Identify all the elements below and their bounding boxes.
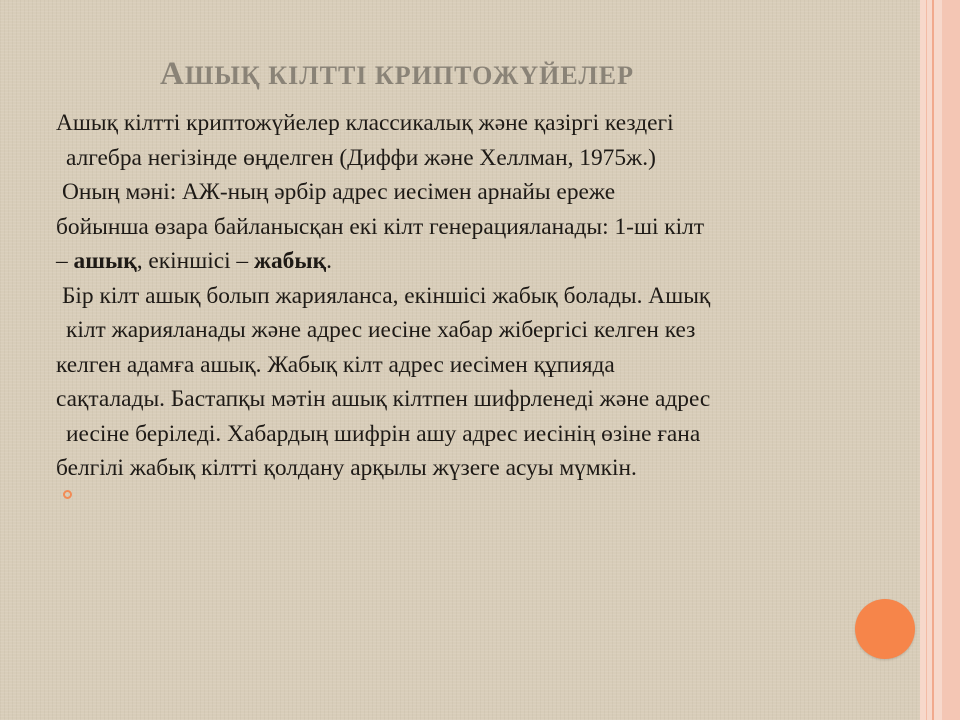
- slide-title-first-letter: А: [160, 56, 185, 92]
- right-edge-decoration: [920, 0, 960, 720]
- slide-title: [160, 56, 760, 93]
- body-line-4: бойынша өзара байланысқан екі кілт генерацияланады: 1-ші кілт: [56, 213, 705, 240]
- body-line-1: Ашық кілтті криптожүйелер классикалық және қазіргі кездегі: [56, 110, 674, 136]
- slide-title-rest: ШЫҚ КІЛТТІ КРИПТОЖҮЙЕЛЕР: [184, 61, 634, 90]
- edge-line-thin: [926, 0, 927, 720]
- body-line-8: келген адамға ашық. Жабық кілт адрес иесімен құпияда: [56, 351, 615, 378]
- orange-circle-decoration: [855, 599, 915, 659]
- body-line-5-suffix: .: [326, 248, 332, 274]
- body-line-6: Бір кілт ашық болып жарияланса, екіншісі жабық болады. Ашық: [62, 282, 711, 309]
- body-line-11: белгілі жабық кілтті қолдану арқылы жүзеге асуы мүмкін.: [56, 455, 637, 481]
- body-line-7: кілт жарияланады және адрес иесіне хабар жібергісі келген кез: [66, 317, 696, 343]
- empty-bullet-icon: [63, 490, 72, 499]
- edge-stripe: [942, 0, 960, 720]
- body-line-2: алгебра негізінде өңделген (Диффи және Хеллман, 1975ж.): [66, 144, 656, 171]
- bold-term-private: жабық: [253, 248, 327, 274]
- body-line-10: иесіне беріледі. Хабардың шифрін ашу адрес иесінің өзіне ғана: [66, 420, 701, 447]
- body-line-5: [56, 244, 851, 279]
- body-line-5-middle: , екіншісі –: [136, 248, 254, 274]
- slide-body: [56, 106, 851, 486]
- edge-line: [932, 0, 934, 720]
- body-line-3: Оның мәні: АЖ-ның әрбір адрес иесімен арнайы ереже: [62, 179, 616, 205]
- body-line-9: сақталады. Бастапқы мәтін ашық кілтпен шифрленеді және адрес: [56, 386, 711, 412]
- bold-term-public: ашық: [73, 248, 137, 274]
- body-line-5-prefix: –: [56, 248, 74, 274]
